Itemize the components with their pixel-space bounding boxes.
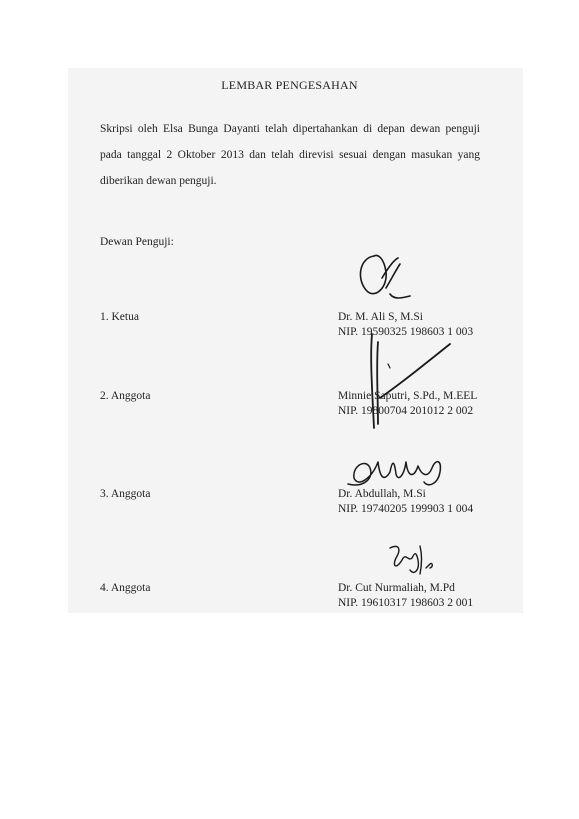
- examiner-3-nip: NIP. 19740205 199903 1 004: [338, 503, 474, 515]
- examiner-1-name: Dr. M. Ali S, M.Si: [338, 311, 423, 323]
- examiner-4-name: Dr. Cut Nurmaliah, M.Pd: [338, 582, 455, 594]
- examiner-1-role: 1. Ketua: [100, 311, 139, 323]
- approval-paragraph: Skripsi oleh Elsa Bunga Dayanti telah dipertahankan di depan dewan penguji pada tanggal 2 Oktober 2013 dan telah direvisi sesuai dengan masukan yang diberikan dewan penguji.: [100, 123, 480, 187]
- examiner-4-role: 4. Anggota: [100, 582, 151, 594]
- examiner-4-nip: NIP. 19610317 198603 2 001: [338, 597, 474, 609]
- examiner-1-nip: NIP. 19590325 198603 1 003: [338, 326, 474, 338]
- signature-3: [344, 448, 454, 492]
- examiner-4-block: [338, 581, 473, 611]
- page-title: LEMBAR PENGESAHAN: [221, 78, 358, 92]
- examiner-2-nip: NIP. 19800704 201012 2 002: [338, 405, 474, 417]
- examiner-2-name: Minnie Saputri, S.Pd., M.EEL: [338, 390, 478, 402]
- examiner-2-role: 2. Anggota: [100, 390, 151, 402]
- signature-1: [352, 248, 422, 310]
- signature-2: [360, 328, 460, 438]
- examiner-3-role: 3. Anggota: [100, 488, 151, 500]
- committee-heading: Dewan Penguji:: [100, 236, 174, 248]
- signature-4: [384, 540, 444, 580]
- examiner-3-name: Dr. Abdullah, M.Si: [338, 488, 426, 500]
